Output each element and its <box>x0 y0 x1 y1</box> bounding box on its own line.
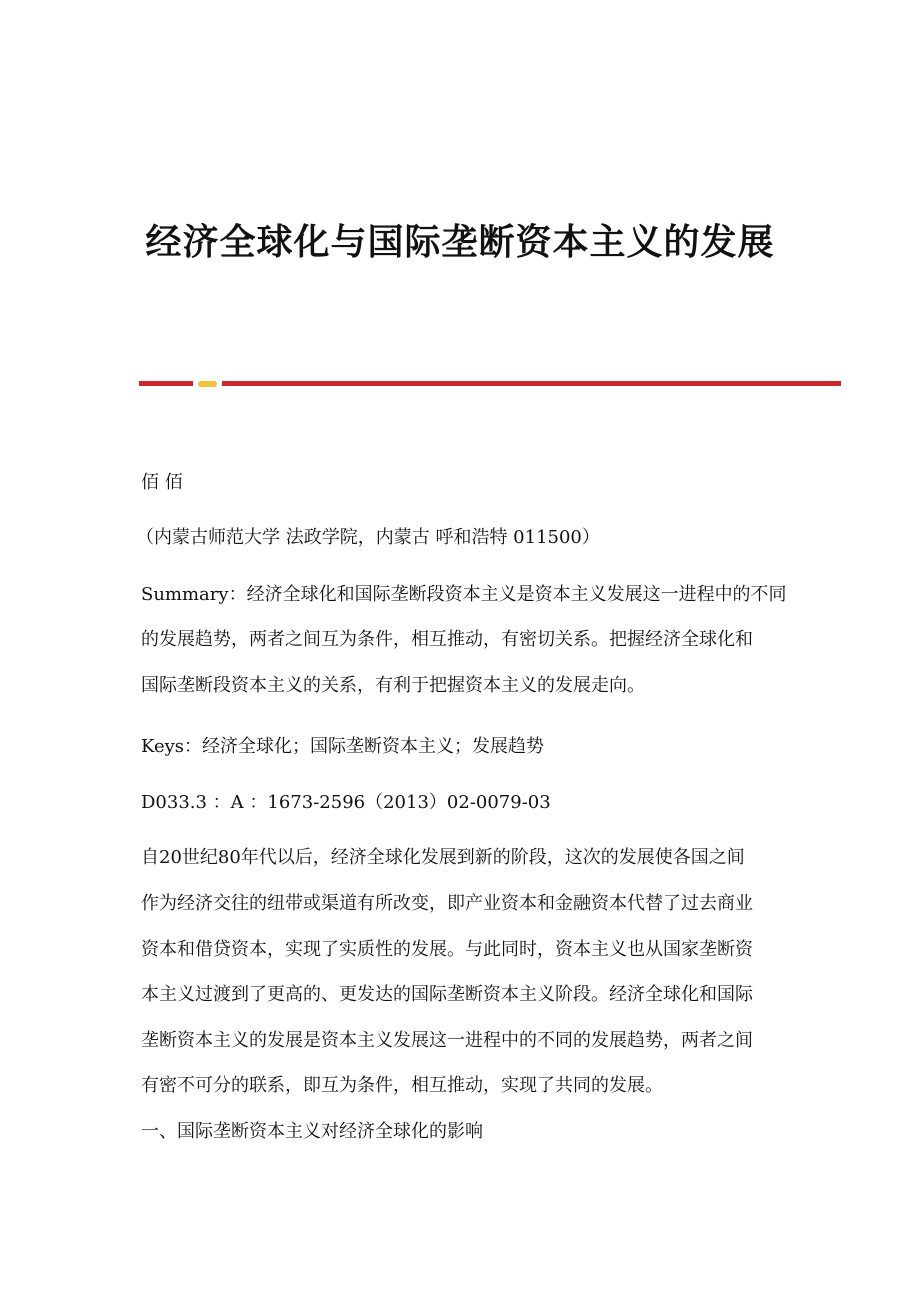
body-line: 自20世纪80年代以后，经济全球化发展到新的阶段，这次的发展使各国之间 <box>141 847 745 868</box>
affiliation: （内蒙古师范大学 法政学院，内蒙古 呼和浩特 011500） <box>136 527 600 548</box>
divider-ornament <box>198 381 217 387</box>
keywords: Keys：经济全球化；国际垄断资本主义；发展趋势 <box>141 736 545 757</box>
classification: D033.3 ：A ：1673-2596（2013）02-0079-03 <box>141 792 551 813</box>
summary-line: 的发展趋势，两者之间互为条件，相互推动，有密切关系。把握经济全球化和 <box>141 629 753 650</box>
title-divider-left <box>139 381 193 386</box>
body-line: 有密不可分的联系，即互为条件，相互推动，实现了共同的发展。 <box>141 1075 663 1096</box>
body-line: 作为经济交往的纽带或渠道有所改变，即产业资本和金融资本代替了过去商业 <box>141 893 753 914</box>
document-title: 经济全球化与国际垄断资本主义的发展 <box>145 221 775 263</box>
body-line: 资本和借贷资本，实现了实质性的发展。与此同时，资本主义也从国家垄断资 <box>141 939 753 960</box>
body-line: 垄断资本主义的发展是资本主义发展这一进程中的不同的发展趋势，两者之间 <box>141 1030 753 1051</box>
summary-line: Summary：经济全球化和国际垄断段资本主义是资本主义发展这一进程中的不同 <box>141 584 787 605</box>
summary-line: 国际垄断段资本主义的关系，有利于把握资本主义的发展走向。 <box>141 675 645 696</box>
body-line: 本主义过渡到了更高的、更发达的国际垄断资本主义阶段。经济全球化和国际 <box>141 984 753 1005</box>
section-heading: 一、国际垄断资本主义对经济全球化的影响 <box>141 1121 483 1142</box>
author: 佰 佰 <box>141 472 183 493</box>
title-divider-right <box>222 381 841 386</box>
